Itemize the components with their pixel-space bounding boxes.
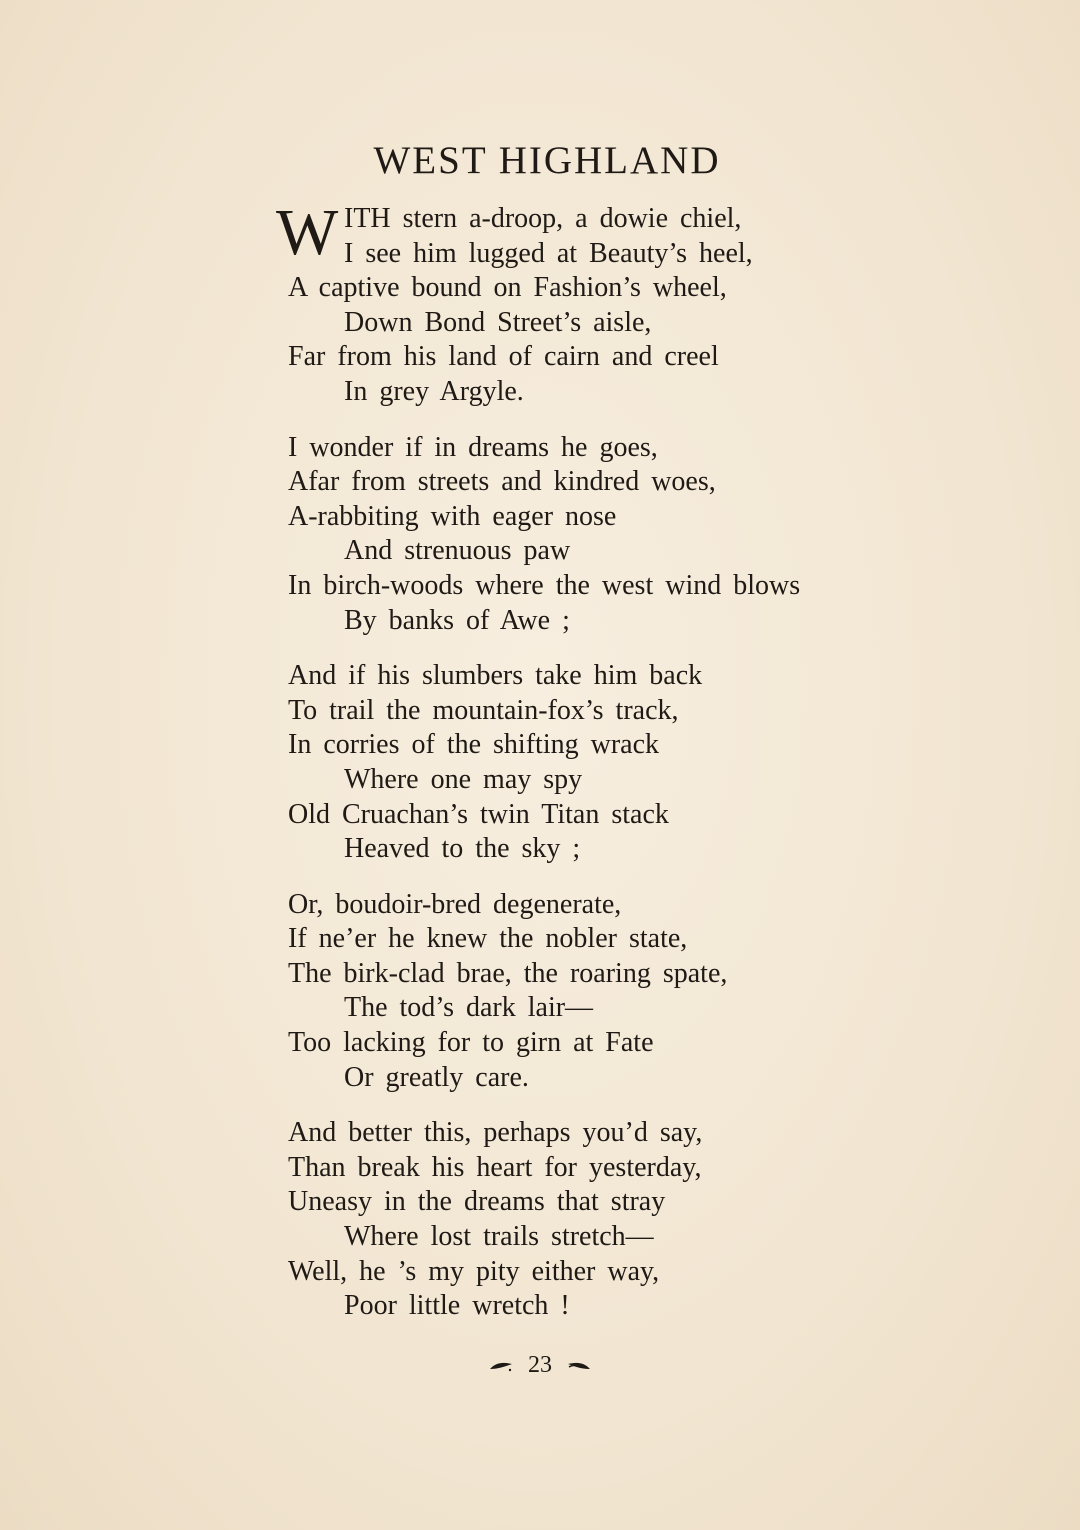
poem-line: By banks of Awe ;	[344, 604, 570, 636]
poem-line: And better this, perhaps you’d say,	[288, 1117, 703, 1149]
poem-line: Than break his heart for yesterday,	[288, 1151, 702, 1183]
poem-line: Where lost trails stretch—	[344, 1221, 654, 1253]
stanza	[288, 659, 928, 867]
poem-line: In grey Argyle.	[344, 375, 524, 407]
stanza	[288, 1116, 928, 1324]
poem-line: Or greatly care.	[344, 1061, 529, 1093]
poem-line: In birch-woods where the west wind blows	[288, 569, 801, 601]
poem-line: Far from his land of cairn and creel	[288, 341, 719, 373]
poem-line: A captive bound on Fashion’s wheel,	[288, 272, 727, 304]
poem-line: A-rabbiting with eager nose	[288, 500, 617, 532]
poem-line: Heaved to the sky ;	[344, 833, 581, 865]
poem-line: Uneasy in the dreams that stray	[288, 1186, 666, 1218]
poem-line: Too lacking for to girn at Fate	[288, 1027, 654, 1059]
poem-line: Or, boudoir-bred degenerate,	[288, 888, 622, 920]
poem-line: Poor little wretch !	[344, 1290, 570, 1322]
poem-title: WEST HIGHLAND	[373, 139, 721, 182]
poem-line: Old Cruachan’s twin Titan stack	[288, 798, 669, 830]
poem-line: And strenuous paw	[344, 535, 571, 567]
poem-line: Well, he ’s my pity either way,	[288, 1255, 660, 1287]
stanza	[288, 431, 928, 639]
page-number: 23	[528, 1352, 552, 1378]
poem-line: If ne’er he knew the nobler state,	[288, 923, 688, 955]
page-footer	[0, 1352, 1080, 1379]
poem-line: The birk-clad brae, the roaring spate,	[288, 957, 728, 989]
poem-line: Afar from streets and kindred woes,	[288, 466, 716, 498]
stanza	[276, 196, 928, 410]
poem-line: Where one may spy	[344, 763, 583, 795]
poem-line: The tod’s dark lair—	[344, 992, 594, 1024]
poem-line: Down Bond Street’s aisle,	[344, 306, 652, 338]
poem-line: To trail the mountain-fox’s track,	[288, 694, 679, 726]
poem-body	[276, 196, 928, 1345]
poem-line: In corries of the shifting wrack	[288, 729, 659, 761]
drop-cap: W	[276, 196, 339, 269]
poem-line: I see him lugged at Beauty’s heel,	[344, 237, 753, 269]
first-line-text: ITH stern a-droop, a dowie chiel,	[344, 203, 742, 234]
leaf-ornament-left-icon	[488, 1360, 514, 1372]
leaf-ornament-right-icon	[566, 1360, 592, 1372]
poem-line: And if his slumbers take him back	[288, 660, 703, 692]
poem-line: I wonder if in dreams he goes,	[288, 431, 658, 463]
stanza	[288, 888, 928, 1096]
